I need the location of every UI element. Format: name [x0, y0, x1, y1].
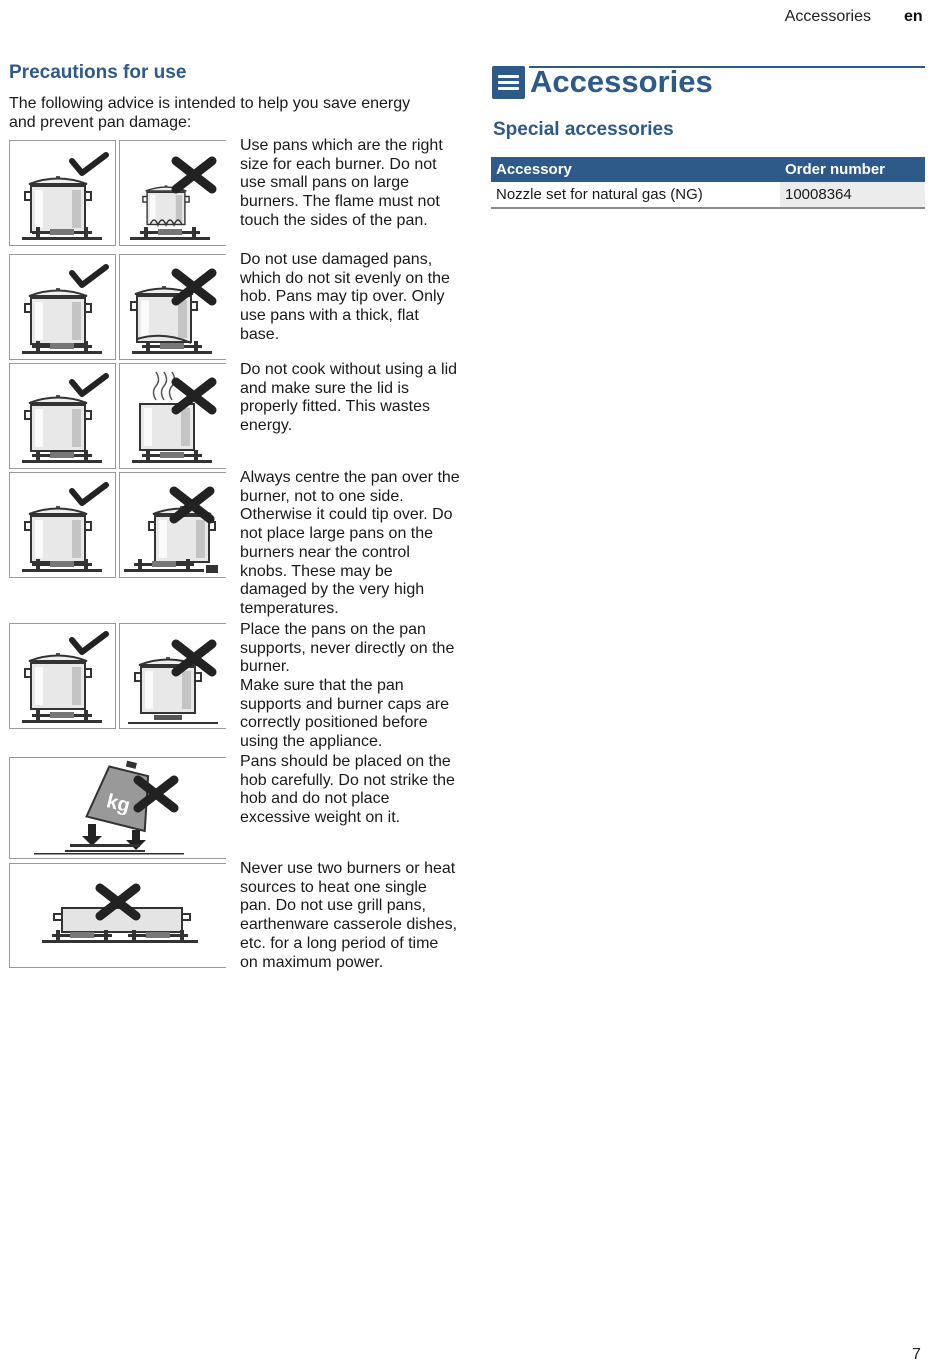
illustration-excessive-weight	[9, 757, 226, 859]
accessories-title: Accessories	[530, 64, 713, 99]
illustration-pan-on-burner	[119, 623, 226, 729]
pot-icon	[25, 653, 91, 709]
illustration-good-pan-base	[9, 254, 116, 360]
checkmark-icon	[72, 485, 106, 503]
burner-icon	[22, 710, 102, 723]
advice-paragraph-2: Do not use damaged pans, which do not sit evenly on the hob. Pans may tip over. Only use pans with a thick, flat base.	[240, 251, 450, 343]
pot-icon	[25, 176, 91, 232]
illustration-correct-pan-size	[9, 140, 116, 246]
illustration-two-burners	[9, 863, 226, 968]
menu-icon	[492, 66, 525, 99]
advice-paragraph-1: Use pans which are the right size for each burner. Do not use small pans on large burners. The flame must not touch the sides of the pan.	[240, 137, 443, 229]
header-language-code: en	[904, 8, 923, 25]
illustration-with-lid	[9, 363, 116, 469]
illustration-off-centre-pan	[119, 472, 226, 578]
accessories-table	[491, 157, 925, 209]
header-section-title: Accessories	[784, 8, 871, 25]
advice-paragraph-4: Always centre the pan over the burner, not to one side. Otherwise it could tip over. Do not place large pans on the burners near the control knobs. These may be damaged by the very high temperatures.	[240, 469, 460, 617]
checkmark-icon	[72, 634, 106, 652]
pot-icon	[25, 288, 91, 344]
pot-icon	[143, 185, 189, 224]
table-header-row	[491, 157, 925, 182]
checkmark-icon	[72, 376, 106, 394]
burner-icon	[132, 450, 212, 463]
pot-icon	[25, 395, 91, 451]
advice-paragraph-3: Do not cook without using a lid and make sure the lid is properly fitted. This wastes energy.	[240, 361, 458, 435]
burner-icon	[130, 227, 210, 240]
illustration-pan-on-supports	[9, 623, 116, 729]
accessories-heading	[492, 64, 925, 100]
pot-icon	[25, 506, 91, 562]
illustration-without-lid	[119, 363, 226, 469]
column-header-accessory: Accessory	[491, 157, 780, 182]
weight-label: kg	[104, 790, 133, 818]
illustration-damaged-pan	[119, 254, 226, 360]
illustration-centred-pan	[9, 472, 116, 578]
checkmark-icon	[72, 155, 106, 173]
advice-paragraph-7: Pans should be placed on the hob carefully. Do not strike the hob and do not place excessive weight on it.	[240, 753, 455, 827]
accessory-cell: Nozzle set for natural gas (NG)	[491, 182, 780, 208]
precautions-title: Precautions for use	[9, 62, 187, 83]
checkmark-icon	[72, 267, 106, 285]
column-header-order-number: Order number	[780, 157, 925, 182]
precautions-intro: The following advice is intended to help you save energy and prevent pan damage:	[9, 95, 411, 131]
table-row	[491, 182, 925, 208]
cross-icon	[176, 161, 212, 189]
special-accessories-title: Special accessories	[493, 119, 674, 140]
advice-paragraph-5: Place the pans on the pan supports, never directly on the burner.	[240, 621, 455, 676]
order-number-cell: 10008364	[780, 182, 925, 208]
advice-paragraph-8: Never use two burners or heat sources to heat one single pan. Do not use grill pans, earthenware casserole dishes, etc. for a long period of time on maximum power.	[240, 860, 458, 971]
page-number: 7	[912, 1346, 921, 1363]
cross-icon	[176, 273, 212, 301]
advice-paragraph-6: Make sure that the pan supports and burner caps are correctly positioned before using the appliance.	[240, 677, 450, 751]
illustration-wrong-pan-size	[119, 140, 226, 246]
arrow-down-icon	[82, 824, 102, 846]
